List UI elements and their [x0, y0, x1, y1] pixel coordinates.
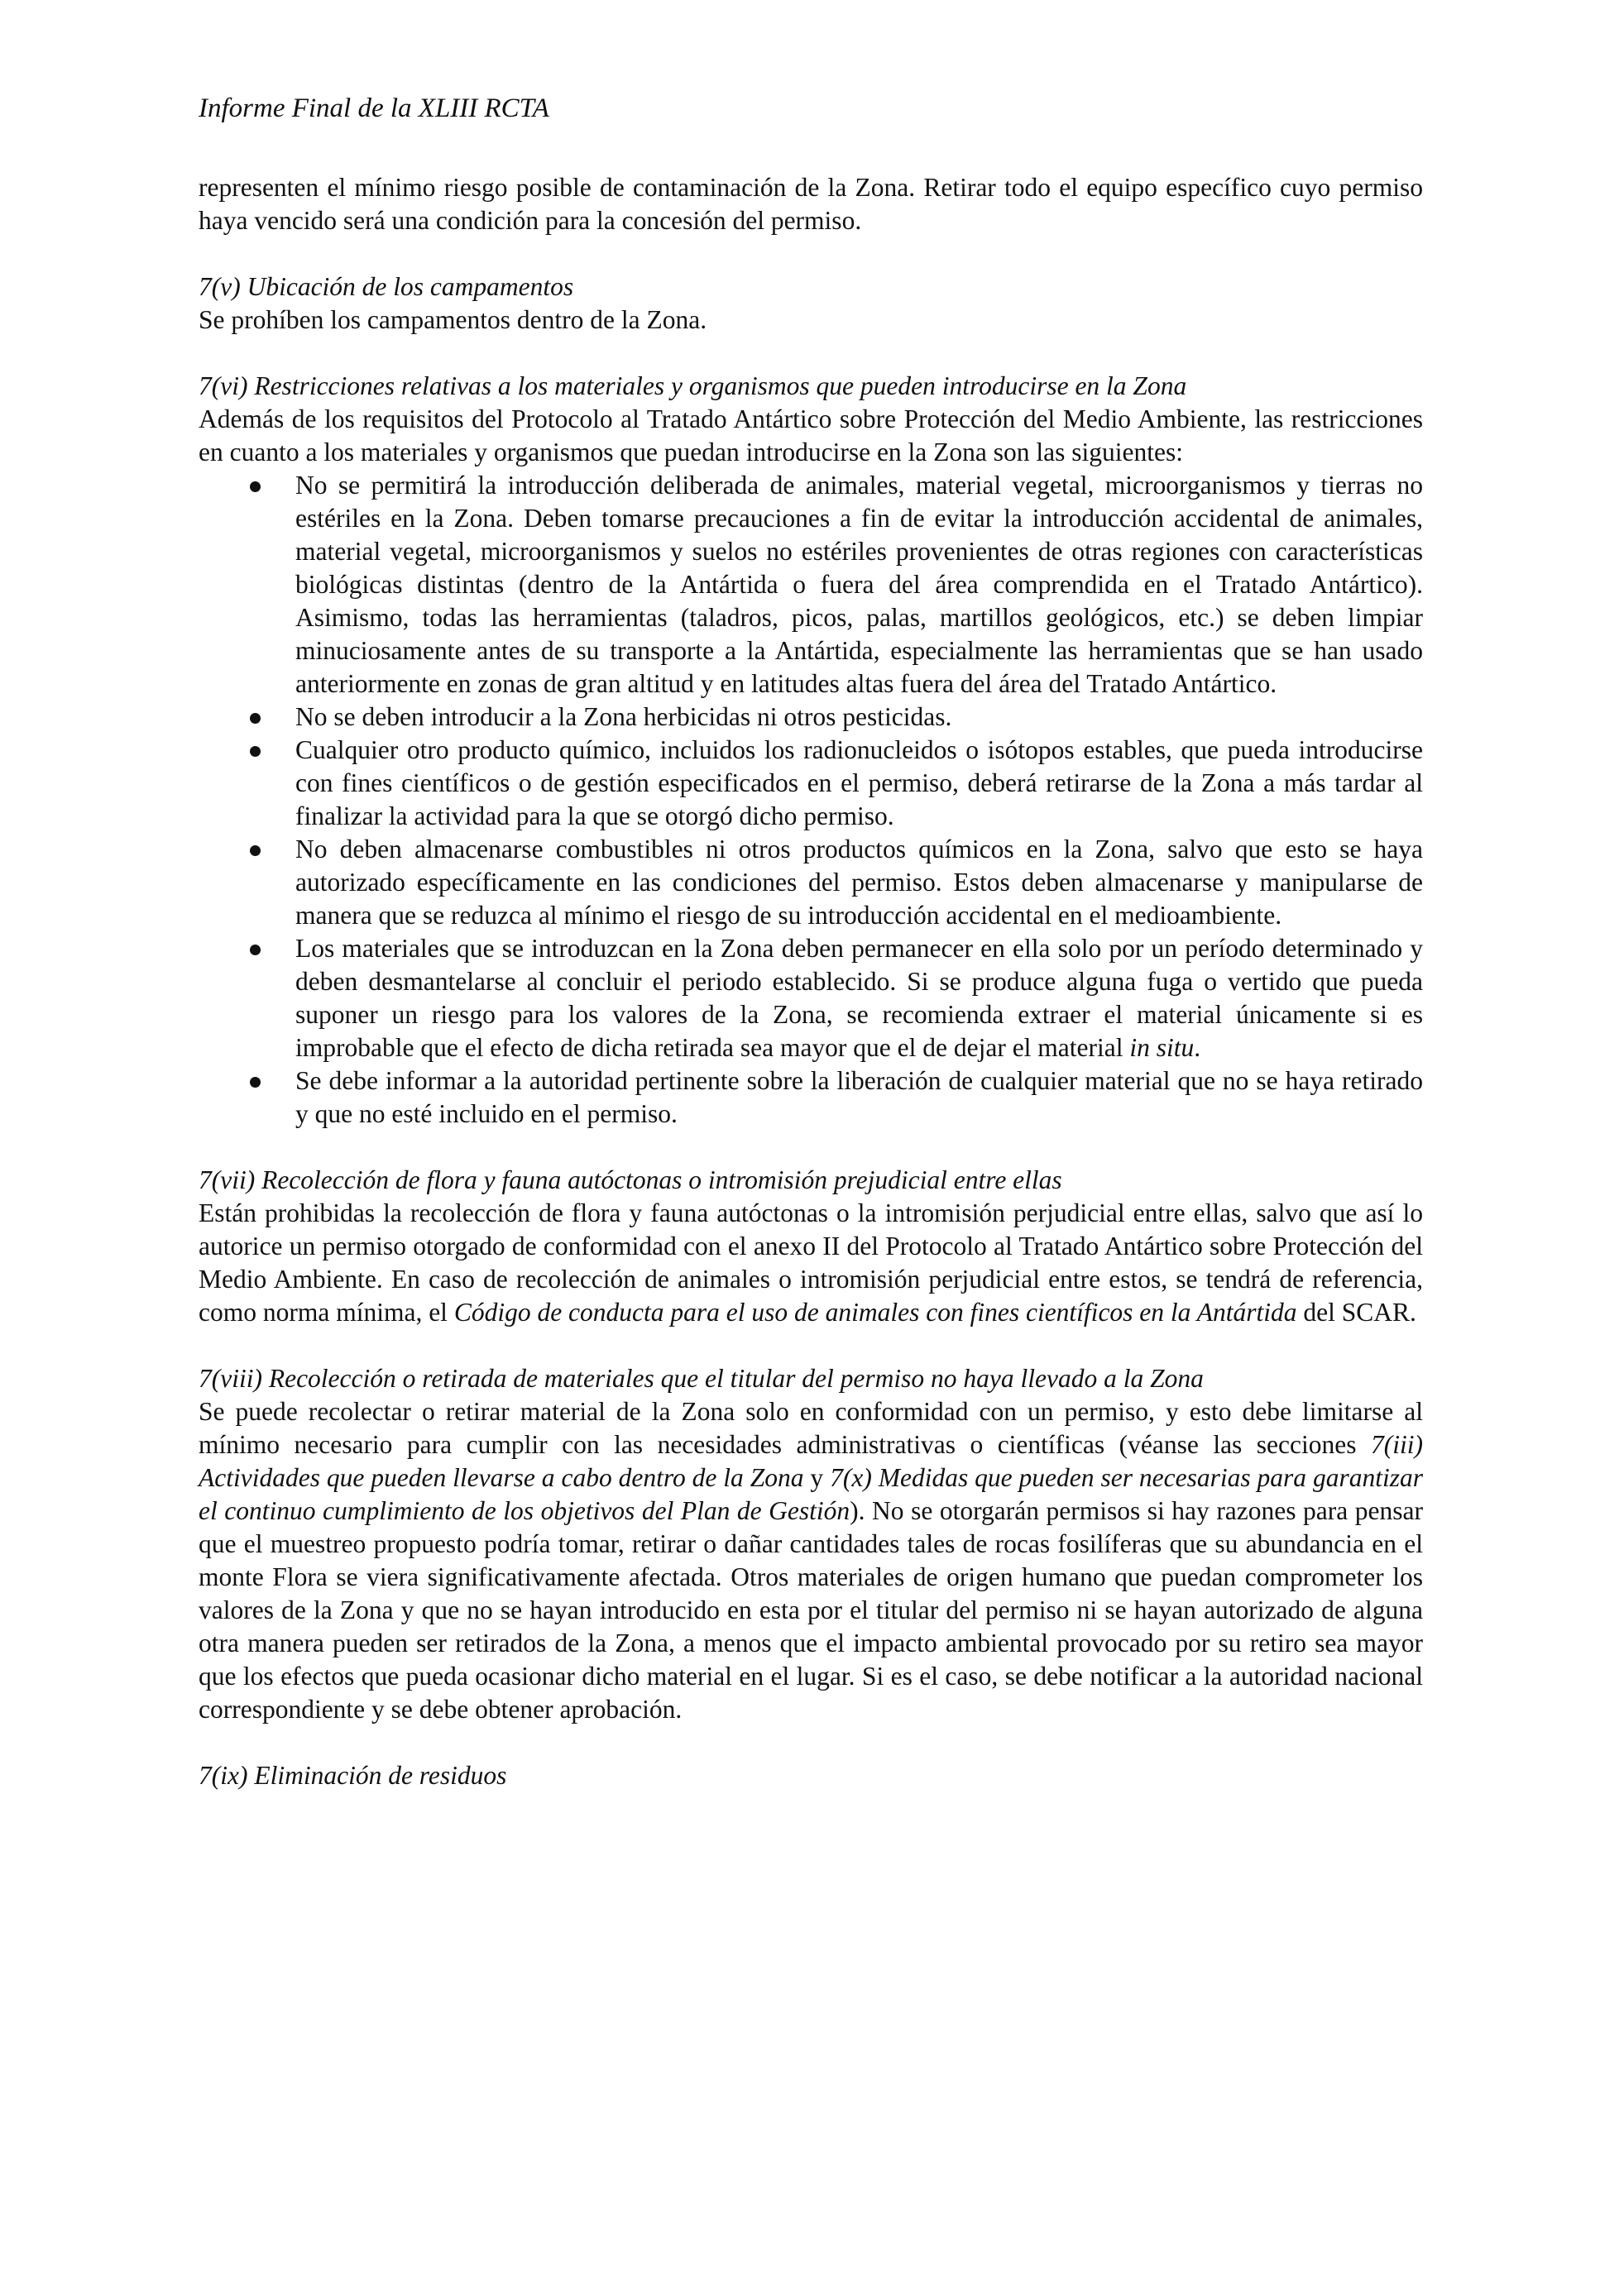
bullet-item [199, 833, 1423, 932]
running-header: Informe Final de la XLIII RCTA [199, 93, 549, 123]
bullet-icon [250, 845, 261, 856]
section-7ix-title: 7(ix) Eliminación de residuos [199, 1761, 507, 1790]
section-7vi-title: 7(vi) Restricciones relativas a los materiales y organismos que pueden introducirse en la Zona [199, 371, 1187, 400]
section-7viii-text-end: ). No se otorgarán permisos si hay razones para pensar que el muestreo propuesto podría tomar, retirar o dañar cantidades tales de rocas fosilíferas que su abundancia en el monte Flora se viera significativamente afectada. Otros materiales de origen humano que puedan comprometer los valores de la Zona y que no se hayan introducido en esta por el titular del permiso ni se hayan autorizado de alguna otra manera pueden ser retirados de la Zona, a menos que el impacto ambiental provocado por su retiro sea mayor que los efectos que pueda ocasionar dicho material en el lugar. Si es el caso, se debe notificar a la autoridad nacional correspondiente y se debe obtener aprobación. [199, 1496, 1423, 1724]
bullet-text: Cualquier otro producto químico, incluidos los radionucleidos o isótopos estables, que pueda introducirse con fines científicos o de gestión especificados en el permiso, deberá retirarse de la Zona a más tardar al finalizar la actividad para la que se otorgó dicho permiso. [295, 735, 1423, 830]
bullet-text: Los materiales que se introduzcan en la Zona deben permanecer en ella solo por un período determinado y deben desmantelarse al concluir el periodo establecido. Si se produce alguna fuga o vertido que pueda suponer un riesgo para los valores de la Zona, se recomienda extraer el material únicamente si es improbable que el efecto de dicha retirada sea mayor que el de dejar el material [295, 934, 1423, 1062]
bullet-text-end: . [1194, 1033, 1201, 1062]
section-7viii-title: 7(viii) Recolección o retirada de materiales que el titular del permiso no haya llevado a la Zona [199, 1364, 1204, 1393]
bullet-item [199, 1064, 1423, 1131]
bullet-icon [250, 945, 261, 955]
bullet-icon [250, 1077, 261, 1088]
document-page [199, 91, 1423, 1825]
section-7vii [199, 1164, 1423, 1329]
bullet-item [199, 734, 1423, 833]
section-7vii-italic-ref: Código de conducta para el uso de animales con fines científicos en la Antártida [453, 1298, 1297, 1327]
intro-paragraph: representen el mínimo riesgo posible de contaminación de la Zona. Retirar todo el equipo específico cuyo permiso haya vencido será una condición para la concesión del permiso. [199, 173, 1423, 235]
section-ref-7x: 7(x) Medidas que pueden ser necesarias para garantizar el continuo cumplimiento de los objetivos del Plan de Gestión [199, 1463, 1423, 1525]
section-ref-7iii: 7(iii) Actividades que pueden llevarse a cabo dentro de la Zona [199, 1430, 1423, 1492]
section-7viii [199, 1362, 1423, 1726]
section-7v-title: 7(v) Ubicación de los campamentos [199, 272, 574, 301]
bullet-text: No se permitirá la introducción deliberada de animales, material vegetal, microorganismos y tierras no estériles en la Zona. Deben tomarse precauciones a fin de evitar la introducción accidental de animales, material vegetal, microorganismos y suelos no estériles provenientes de otras regiones con características biológicas distintas (dentro de la Antártida o fuera del área comprendida en el Tratado Antártico). Asimismo, todas las herramientas (taladros, picos, palas, martillos geológicos, etc.) se deben limpiar minuciosamente antes de su transporte a la Antártida, especialmente las herramientas que se han usado anteriormente en zonas de gran altitud y en latitudes altas fuera del área del Tratado Antártico. [295, 471, 1423, 698]
section-7vi-bullet-list [199, 469, 1423, 1131]
section-7vii-text [199, 1197, 1423, 1329]
section-7vii-text-end: del SCAR. [1296, 1298, 1416, 1327]
section-7vi-text: Además de los requisitos del Protocolo al Tratado Antártico sobre Protección del Medio Ambiente, las restricciones en cuanto a los materiales y organismos que puedan introducirse en la Zona son las siguientes: [199, 404, 1423, 466]
bullet-icon [250, 713, 261, 724]
bullet-text: No deben almacenarse combustibles ni otros productos químicos en la Zona, salvo que esto se haya autorizado específicamente en las condiciones del permiso. Estos deben almacenarse y manipularse de manera que se reduzca al mínimo el riesgo de su introducción accidental en el medioambiente. [295, 835, 1423, 930]
bullet-text: No se deben introducir a la Zona herbicidas ni otros pesticidas. [295, 702, 952, 731]
section-7v [199, 270, 1423, 337]
section-7vii-text-main: Están prohibidas la recolección de flora y fauna autóctonas o la intromisión perjudicial entre ellas, salvo que así lo autorice un permiso otorgado de conformidad con el anexo II del Protocolo al Tratado Antártico sobre Protección del Medio Ambiente. En caso de recolección de animales o intromisión perjudicial entre estos, se tendrá de referencia, como norma mínima, el [199, 1198, 1423, 1327]
section-7v-text: Se prohíben los campamentos dentro de la Zona. [199, 305, 707, 334]
intro-section [199, 171, 1423, 237]
section-7vii-title: 7(vii) Recolección de flora y fauna autóctonas o intromisión prejudicial entre ellas [199, 1165, 1062, 1194]
section-7viii-conjunction: y [803, 1463, 831, 1492]
bullet-item [199, 469, 1423, 701]
bullet-icon [250, 481, 261, 492]
section-7viii-text-start: Se puede recolectar o retirar material de la Zona solo en conformidad con un permiso, y esto debe limitarse al mínimo necesario para cumplir con las necesidades administrativas o científicas (véanse las secciones [199, 1397, 1423, 1459]
bullet-text: Se debe informar a la autoridad pertinente sobre la liberación de cualquier material que no se haya retirado y que no esté incluido en el permiso. [295, 1066, 1423, 1128]
section-7viii-text [199, 1395, 1423, 1726]
section-7vi [199, 370, 1423, 1131]
bullet-item [199, 932, 1423, 1064]
section-7ix [199, 1759, 1423, 1792]
bullet-item [199, 701, 1423, 734]
bullet-icon [250, 746, 261, 757]
bullet-italic-term: in situ [1129, 1033, 1195, 1062]
